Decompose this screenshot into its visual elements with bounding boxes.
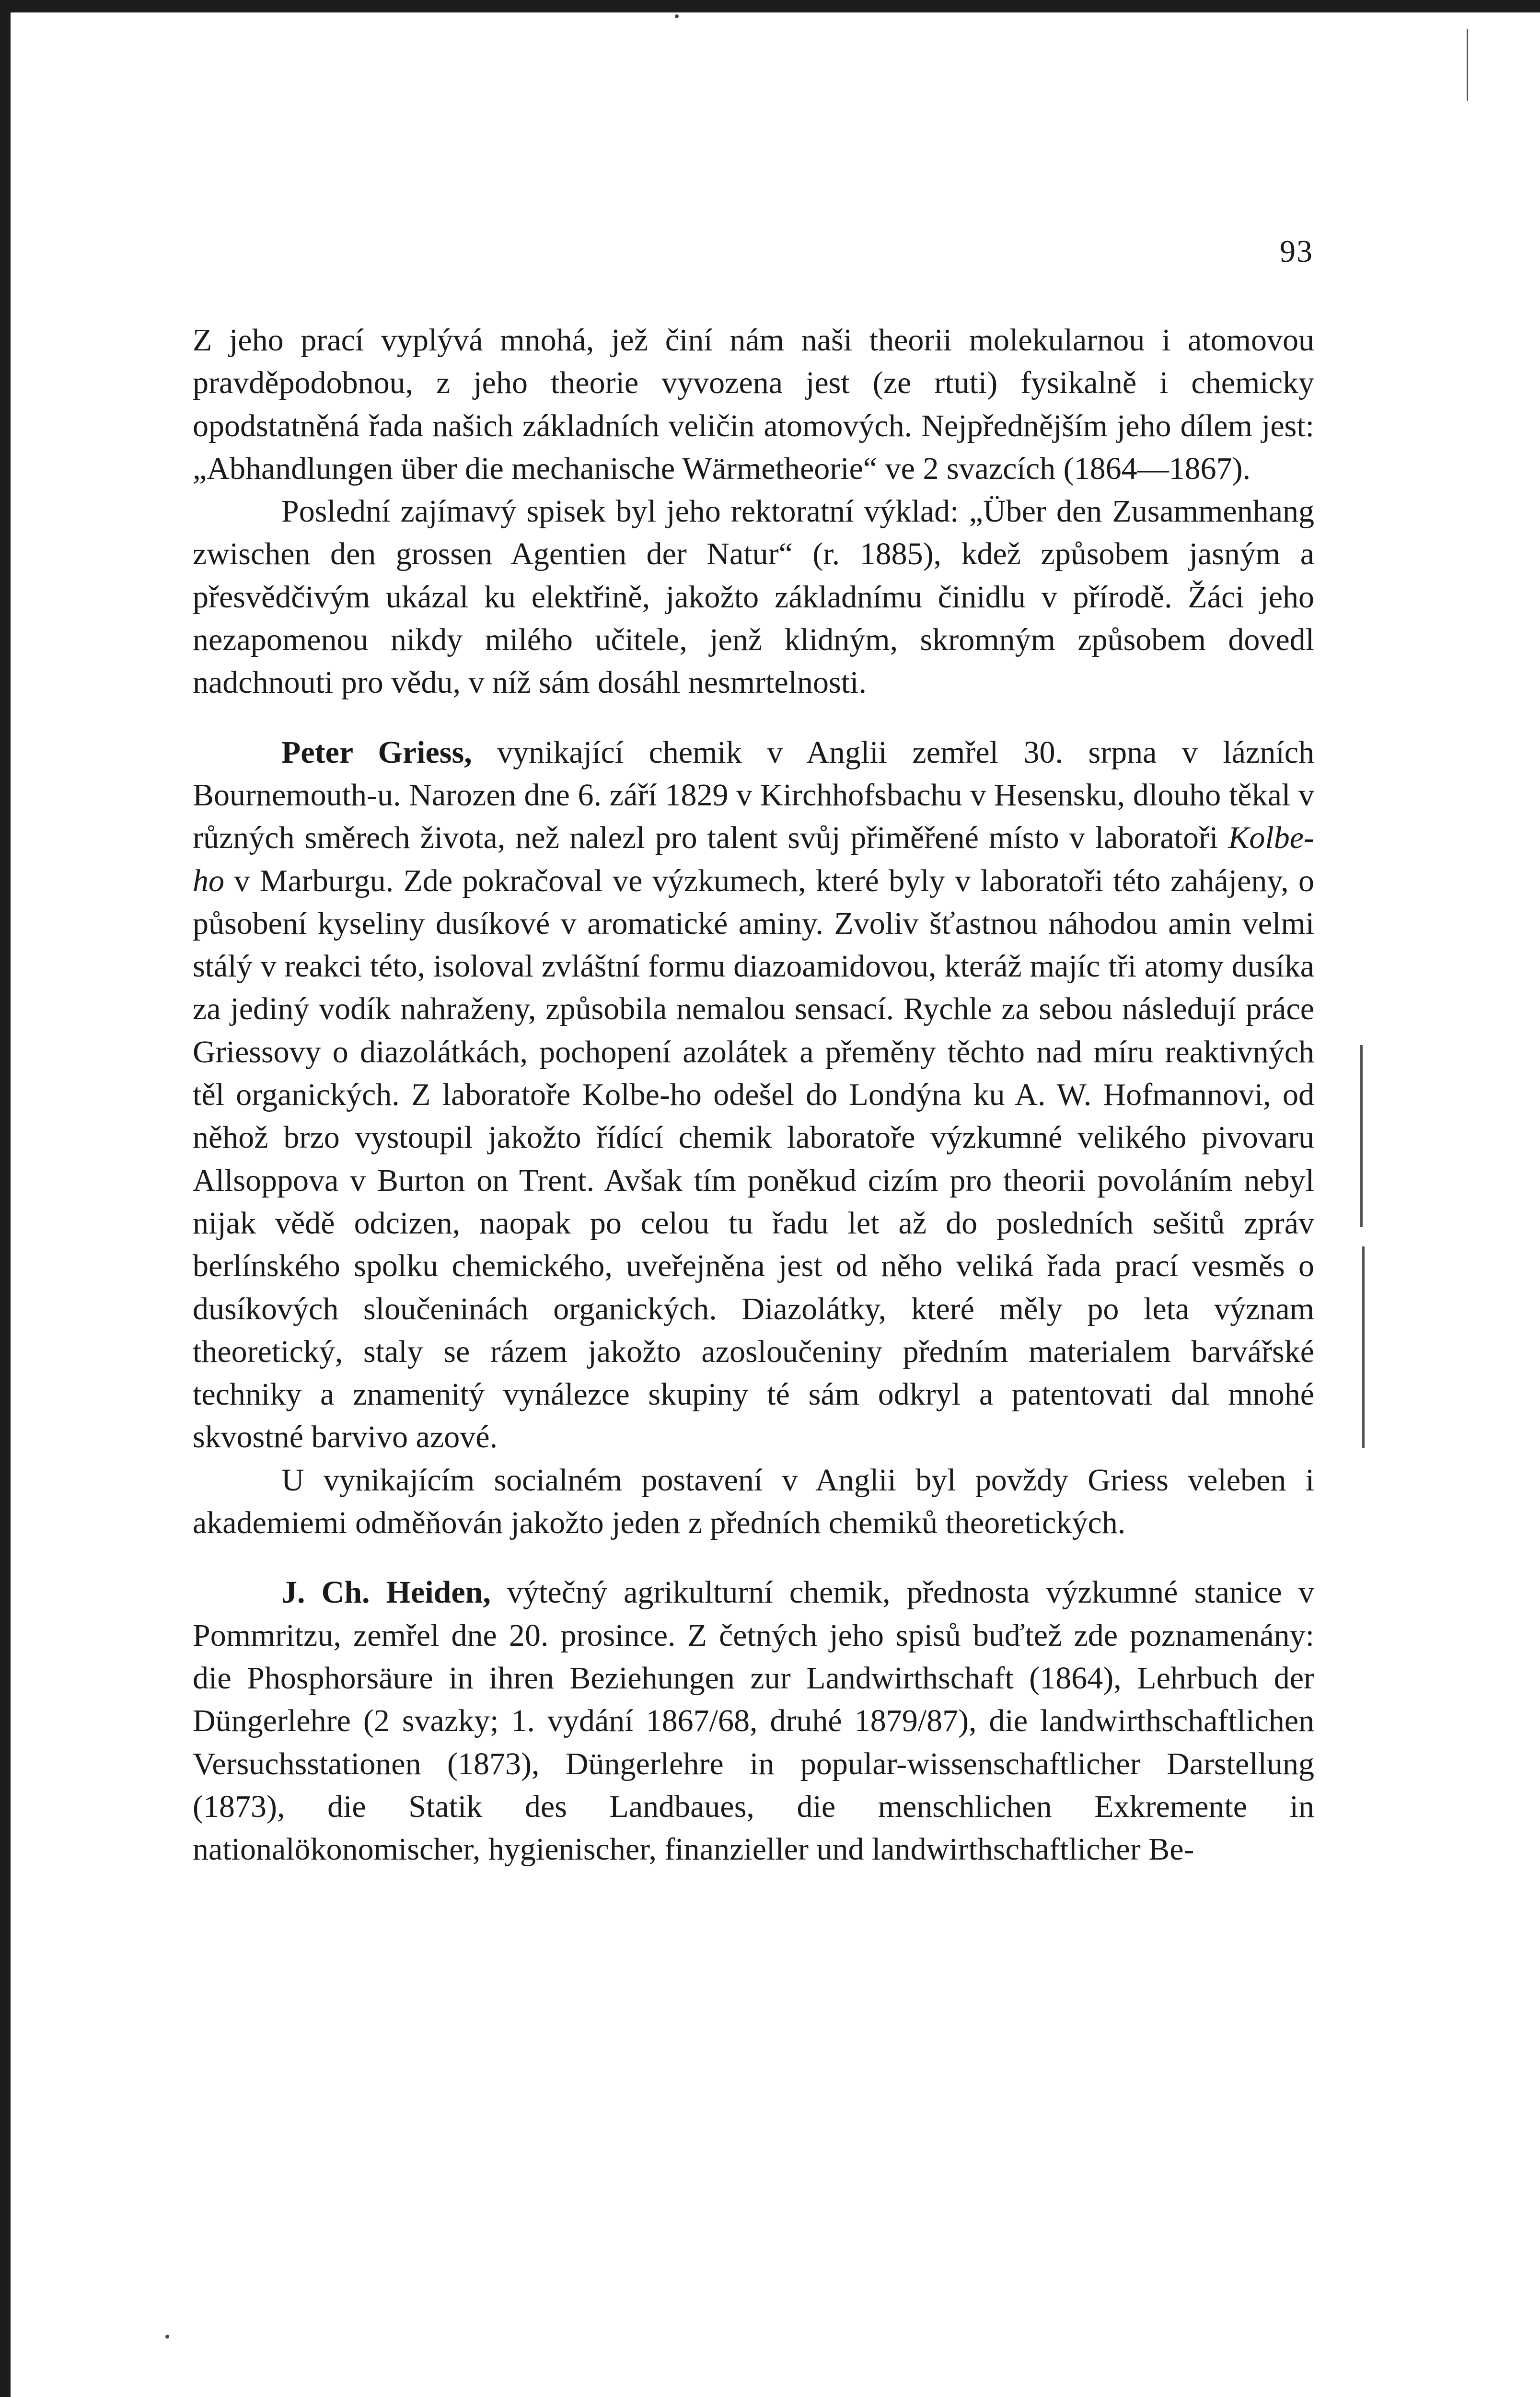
griess-text-part-2: v Marburgu. Zde pokračoval ve výzkumech, které byly v laboratoři této zahájeny, o působení kyseliny dusíkové v aromatické aminy. Zvoliv šťastnou náhodou amin velmi stálý v reakci této, isoloval zvláštní formu diazoamidovou, kteráž majíc tři atomy dusíka za jediný vodík nahraženy, způsobila nemalou sensací. Rychle za sebou následují práce Griessovy o diazolátkách, pochopení azolátek a přeměny těchto nad míru reaktivných těl organických. Z laboratoře Kolbe-ho odešel do Londýna ku A. W. Hofmannovi, od něhož brzo vystoupil jakožto řídící chemik laboratoře výzkumné velikého pivovaru Allsoppova v Burton on Trent. Avšak tím poněkud cizím pro theorii povoláním nebyl nijak vědě odcizen, naopak po celou tu řadu let až do posledních sešitů zpráv berlínského spolku chemického, uveřejněna jest od něho veliká řada prací vesměs o dusíkových sloučeninách organických. Diazolátky, které měly po leta význam theoretický, staly se rázem jakožto azosloučeniny předním materialem barvářské techniky a znamenitý vynálezce skupiny té sám odkryl a patentovati dal mnohé skvostné barvivo azové.	[193, 863, 1314, 1455]
scan-edge-mark	[1362, 1246, 1365, 1448]
name-peter-griess: Peter Griess,	[281, 734, 472, 770]
paragraph-griess-honours: U vynikajícím socialném postavení v Anglii byl povždy Griess veleben i akademiemi odměňován jakožto jeden z předních chemiků theoretických.	[193, 1462, 1314, 1541]
heiden-text: výtečný agrikulturní chemik, přednosta výzkumné stanice v Pommritzu, zemřel dne 20. prosince. Z četných jeho spisů buďtež zde poznamenány: die Phosphorsäure in ihren Beziehungen zur Landwirthschaft (1864), Lehrbuch der Düngerlehre (2 svazky; 1. vydání 1867/68, druhé 1879/87), die landwirthschaftlichen Versuchsstationen (1873), Düngerlehre in popular-wissenschaftlicher Darstellung (1873), die Statik des Landbaues, die menschlichen Exkremente in nationalökonomischer, hygienischer, finanzieller und landwirthschaftlicher Be-	[193, 1575, 1314, 1867]
name-j-ch-heiden: J. Ch. Heiden,	[281, 1575, 491, 1610]
page-number: 93	[1280, 234, 1313, 269]
scan-border-left	[0, 0, 11, 2397]
scan-border-top	[0, 0, 1540, 12]
stray-dot	[675, 14, 679, 18]
scan-edge-mark	[1360, 1045, 1363, 1227]
paragraph-clausius-continued: Z jeho prací vyplývá mnohá, jež činí nám naši theorii molekularnou i atomovou pravděpodobnou, z jeho theorie vyvozena jest (ze rtuti) fysikalně i chemicky opodstatněná řada našich základních veličin atomových. Nejpřednějším jeho dílem jest: „Abhandlungen über die mechanische Wärmetheorie“ ve 2 svazcích (1864—1867).	[193, 323, 1314, 486]
scan-edge-mark	[1467, 29, 1468, 101]
paragraph-clausius-last-work: Poslední zajímavý spisek byl jeho rektoratní výklad: „Über den Zusammenhang zwischen den grossen Agentien der Natur“ (r. 1885), kdež způsobem jasným a přesvědčivým ukázal ku elektřině, jakožto základnímu činidlu v přírodě. Žáci jeho nezapomenou nikdy milého učitele, jenž klidným, skromným způsobem dovedl nadchnouti pro vědu, v níž sám dosáhl nesmrtelnosti.	[193, 494, 1314, 700]
paragraph-griess-intro	[193, 731, 1314, 1459]
stray-dot	[165, 2335, 169, 2339]
griess-kolbe-italic: Kolbe-ho	[193, 820, 1314, 898]
griess-text-part-1: vynikající chemik v Anglii zemřel 30. srpna v lázních Bournemouth-u. Narozen dne 6. září 1829 v Kirchhofsbachu v Hesensku, dlouho těkal v různých směrech života, než nalezl pro talent svůj přiměřené místo v laboratoři	[193, 734, 1314, 856]
body-text	[193, 319, 1314, 1871]
paragraph-heiden-intro	[193, 1571, 1314, 1871]
